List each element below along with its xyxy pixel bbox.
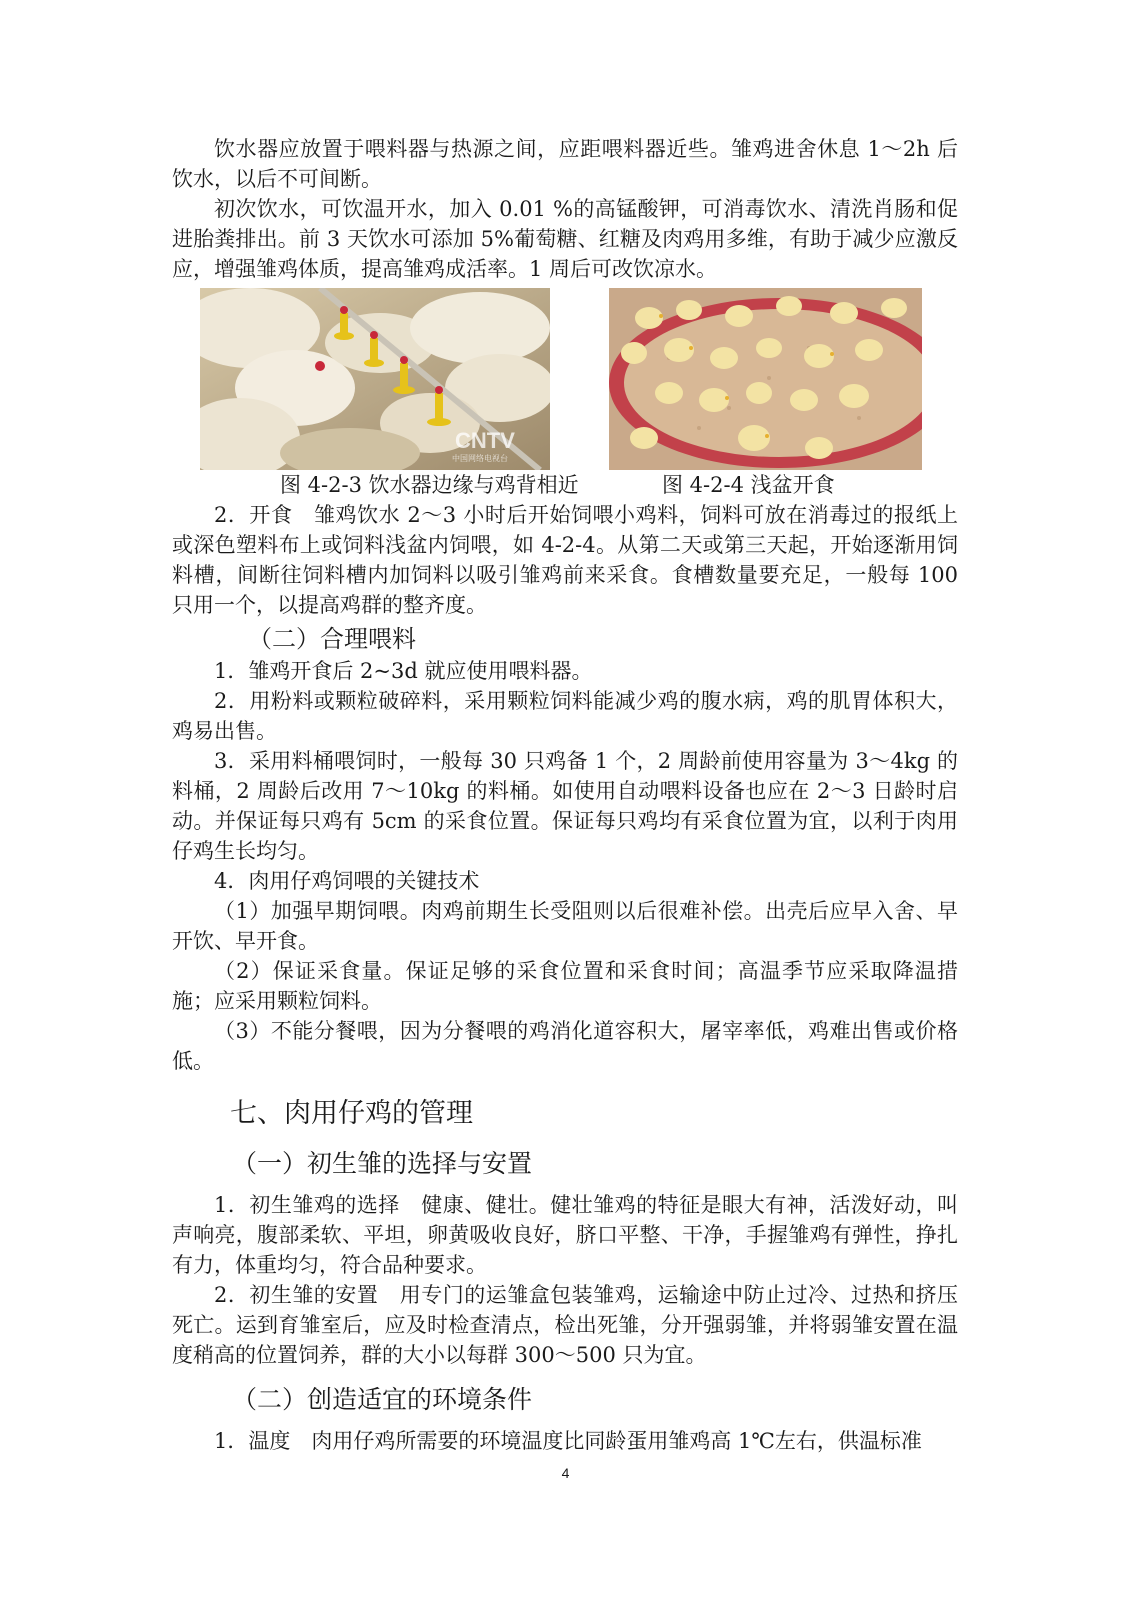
paragraph-start-feeding: 2．开食 雏鸡饮水 2～3 小时后开始饲喂小鸡料，饲料可放在消毒过的报纸上或深色塑料布上或饲料浅盆内饲喂，如 4-2-4。从第二天或第三天起，开始逐渐用饲料槽，间断往饲料槽内加饲料以吸引雏鸡前来采食。食槽数量要充足，一般每 100 只用一个，以提高鸡群的整齐度。 [172, 503, 958, 617]
feeding-subitem-3: （3）不能分餐喂，因为分餐喂的鸡消化道容积大，屠宰率低，鸡难出售或价格低。 [172, 1019, 958, 1073]
paragraph-first-drinking: 初次饮水，可饮温开水，加入 0.01 %的高锰酸钾，可消毒饮水、清洗肖肠和促进胎粪排出。前 3 天饮水可添加 5%葡萄糖、红糖及肉鸡用多维，有助于减少应激反应，增强雏鸡体质，提高雏鸡成活率。1 周后可改饮凉水。 [172, 197, 958, 281]
figure-row [172, 288, 958, 470]
feeding-item-3: 3．采用料桶喂饲时，一般每 30 只鸡备 1 个，2 周龄前使用容量为 3～4kg 的料桶，2 周龄后改用 7～10kg 的料桶。如使用自动喂料设备也应在 2～3 日龄时启动。并保证每只鸡有 5cm 的采食位置。保证每只鸡均有采食位置为宜，以利于肉用仔鸡生长均匀。 [172, 749, 958, 863]
paragraph-waterer-placement: 饮水器应放置于喂料器与热源之间，应距喂料器近些。雏鸡进舍休息 1～2h 后饮水，以后不可间断。 [172, 137, 958, 191]
section-heading-broiler-management: 七、肉用仔鸡的管理 [230, 1098, 473, 1129]
chick-item-2: 2．初生雏的安置 用专门的运雏盒包装雏鸡，运输途中防止过冷、过热和挤压死亡。运到育雏室后，应及时检查清点，检出死雏，分开强弱雏，并将弱雏安置在温度稍高的位置饲养，群的大小以每群 300～500 只为宜。 [172, 1283, 958, 1367]
cntv-watermark: CNTV [455, 428, 515, 453]
feeding-item-4: 4．肉用仔鸡饲喂的关键技术 [214, 869, 480, 893]
heading-proper-feeding: （二）合理喂料 [248, 625, 416, 653]
chick-item-1: 1．初生雏鸡的选择 健康、健壮。健壮雏鸡的特征是眼大有神，活泼好动，叫声响亮，腹部柔软、平坦，卵黄吸收良好，脐口平整、干净，手握雏鸡有弹性，挣扎有力，体重均匀，符合品种要求。 [172, 1193, 958, 1277]
figure-caption-4-2-4: 图 4-2-4 浅盆开食 [662, 473, 835, 497]
photo-chickens-at-waterer [200, 288, 550, 470]
page-content [172, 134, 958, 1456]
cntv-watermark-sub: 中国网络电视台 [452, 454, 508, 463]
photo-chicks-in-shallow-pan [609, 288, 922, 470]
heading-chick-selection: （一）初生雏的选择与安置 [232, 1149, 533, 1178]
heading-environment: （二）创造适宜的环境条件 [232, 1385, 533, 1414]
feeding-item-2: 2．用粉料或颗粒破碎料，采用颗粒饲料能减少鸡的腹水病，鸡的肌胃体积大，鸡易出售。 [172, 689, 958, 743]
page-number: 4 [561, 1465, 570, 1481]
feeding-item-1: 1．雏鸡开食后 2~3d 就应使用喂料器。 [214, 659, 593, 683]
figure-captions [172, 470, 958, 500]
figure-caption-4-2-3: 图 4-2-3 饮水器边缘与鸡背相近 [280, 473, 579, 497]
env-item-1: 1．温度 肉用仔鸡所需要的环境温度比同龄蛋用雏鸡高 1℃左右，供温标准 [214, 1429, 922, 1453]
feeding-subitem-1: （1）加强早期饲喂。肉鸡前期生长受阻则以后很难补偿。出壳后应早入舍、早开饮、早开食。 [172, 899, 958, 953]
feeding-subitem-2: （2）保证采食量。保证足够的采食位置和采食时间；高温季节应采取降温措施；应采用颗粒饲料。 [172, 959, 958, 1013]
